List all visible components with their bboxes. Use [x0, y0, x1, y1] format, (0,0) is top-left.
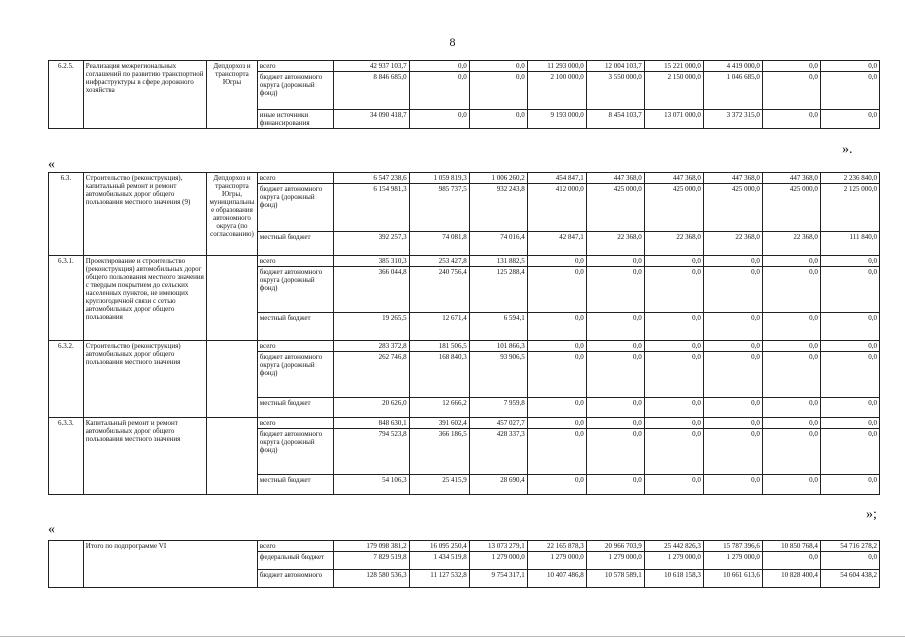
amount-cell: 0,0	[409, 110, 469, 129]
amount-cell: 457 027,7	[469, 418, 527, 429]
table-measure-6-2-5	[48, 60, 880, 129]
amount-cell: 0,0	[644, 341, 703, 352]
amount-cell: 391 602,4	[409, 418, 469, 429]
amount-cell: 10 661 613,6	[703, 570, 762, 588]
amount-cell: 262 746,8	[333, 352, 409, 398]
amount-cell: 19 265,5	[333, 313, 409, 341]
amount-cell: 0,0	[820, 341, 879, 352]
table-row	[49, 173, 880, 184]
amount-cell: 412 000,0	[527, 184, 586, 232]
amount-cell: 425 000,0	[762, 184, 820, 232]
amount-cell: 131 882,5	[469, 256, 527, 267]
funding-source: бюджет автономного округа (дорожный фонд)	[257, 429, 333, 475]
amount-cell: 0,0	[527, 475, 586, 495]
funding-source: иные источники финансирования	[257, 110, 333, 129]
amount-cell: 10 850 768,4	[762, 541, 820, 552]
amount-cell: 2 150 000,0	[644, 72, 703, 110]
amount-cell: 447 368,0	[762, 173, 820, 184]
amount-cell: 0,0	[762, 475, 820, 495]
amount-cell: 1 059 819,3	[409, 173, 469, 184]
amount-cell: 11 293 000,0	[527, 61, 586, 72]
table-row	[49, 541, 880, 552]
amount-cell: 22 368,0	[703, 232, 762, 256]
amount-cell: 932 243,8	[469, 184, 527, 232]
amount-cell: 0,0	[703, 313, 762, 341]
amount-cell: 42 847,1	[527, 232, 586, 256]
funding-source: всего	[257, 173, 333, 184]
amount-cell: 0,0	[820, 418, 879, 429]
amount-cell: 0,0	[586, 398, 644, 418]
executor	[207, 256, 258, 341]
amount-cell: 454 847,1	[527, 173, 586, 184]
amount-cell: 0,0	[586, 475, 644, 495]
amount-cell: 179 098 381,2	[333, 541, 409, 552]
amount-cell: 0,0	[762, 552, 820, 570]
funding-source: всего	[257, 61, 333, 72]
amount-cell: 13 073 279,1	[469, 541, 527, 552]
row-number: 6.2.5.	[49, 61, 84, 129]
amount-cell: 1 434 519,8	[409, 552, 469, 570]
amount-cell: 28 690,4	[469, 475, 527, 495]
amount-cell: 392 257,3	[333, 232, 409, 256]
amount-cell: 11 127 532,8	[409, 570, 469, 588]
amount-cell: 0,0	[762, 418, 820, 429]
amount-cell: 25 415,9	[409, 475, 469, 495]
table-measure-6-3	[48, 172, 880, 495]
funding-source: всего	[257, 256, 333, 267]
measure-name: Капитальный ремонт и ремонт автомобильных дорог общего пользования местного значения	[83, 418, 206, 495]
amount-cell: 0,0	[762, 267, 820, 313]
amount-cell: 0,0	[820, 352, 879, 398]
amount-cell: 25 442 826,3	[644, 541, 703, 552]
amount-cell: 0,0	[820, 61, 879, 72]
amount-cell: 0,0	[644, 429, 703, 475]
amount-cell: 12 671,4	[409, 313, 469, 341]
amount-cell: 0,0	[469, 110, 527, 129]
amount-cell: 22 368,0	[586, 232, 644, 256]
amount-cell: 3 550 000,0	[586, 72, 644, 110]
amount-cell: 0,0	[586, 267, 644, 313]
amount-cell: 0,0	[703, 341, 762, 352]
amount-cell: 0,0	[820, 267, 879, 313]
amount-cell: 366 186,5	[409, 429, 469, 475]
amount-cell: 0,0	[527, 418, 586, 429]
amount-cell: 1 279 000,0	[469, 552, 527, 570]
amount-cell: 13 071 000,0	[644, 110, 703, 129]
funding-source: местный бюджет	[257, 232, 333, 256]
funding-source: бюджет автономного округа (дорожный фонд)	[257, 184, 333, 232]
amount-cell: 34 090 418,7	[333, 110, 409, 129]
amount-cell: 101 866,3	[469, 341, 527, 352]
amount-cell: 16 095 250,4	[409, 541, 469, 552]
amount-cell: 253 427,8	[409, 256, 469, 267]
amount-cell: 6 547 238,6	[333, 173, 409, 184]
amount-cell: 0,0	[703, 429, 762, 475]
amount-cell: 0,0	[586, 313, 644, 341]
row-number: 6.3.2.	[49, 341, 84, 418]
total-title: Итого по подпрограмме VI	[83, 541, 257, 588]
amount-cell: 0,0	[820, 398, 879, 418]
amount-cell: 0,0	[703, 352, 762, 398]
amount-cell: 6 154 981,3	[333, 184, 409, 232]
table-subprogram-total	[48, 540, 880, 588]
amount-cell: 128 580 536,3	[333, 570, 409, 588]
amount-cell: 4 419 000,0	[703, 61, 762, 72]
amount-cell: 0,0	[703, 418, 762, 429]
amount-cell: 0,0	[469, 61, 527, 72]
amount-cell: 240 756,4	[409, 267, 469, 313]
row-number: 6.3.3.	[49, 418, 84, 495]
funding-source: всего	[257, 341, 333, 352]
amount-cell: 366 044,8	[333, 267, 409, 313]
amount-cell: 0,0	[762, 398, 820, 418]
amount-cell: 447 368,0	[644, 173, 703, 184]
table-row	[49, 341, 880, 352]
amount-cell: 0,0	[762, 352, 820, 398]
amount-cell: 0,0	[409, 61, 469, 72]
executor	[207, 341, 258, 418]
measure-name: Реализация межрегиональных соглашений по развитию транспортной инфраструктуры в сфере дорожного хозяйства	[83, 61, 206, 129]
amount-cell: 181 506,5	[409, 341, 469, 352]
amount-cell: 0,0	[527, 352, 586, 398]
opening-quote-2: «	[48, 522, 55, 537]
page-number: 8	[449, 35, 456, 49]
amount-cell: 9 193 000,0	[527, 110, 586, 129]
amount-cell: 0,0	[527, 267, 586, 313]
amount-cell: 0,0	[644, 418, 703, 429]
amount-cell: 12 666,2	[409, 398, 469, 418]
amount-cell: 0,0	[820, 429, 879, 475]
table-row	[49, 256, 880, 267]
amount-cell: 425 000,0	[644, 184, 703, 232]
funding-source: всего	[257, 418, 333, 429]
amount-cell: 0,0	[644, 352, 703, 398]
row-number: 6.3.1.	[49, 256, 84, 341]
amount-cell: 0,0	[820, 110, 879, 129]
amount-cell: 0,0	[820, 552, 879, 570]
amount-cell: 10 578 589,1	[586, 570, 644, 588]
amount-cell: 9 754 317,1	[469, 570, 527, 588]
amount-cell: 0,0	[586, 429, 644, 475]
closing-quote-2: »;	[866, 507, 877, 522]
amount-cell: 0,0	[762, 341, 820, 352]
amount-cell: 125 288,4	[469, 267, 527, 313]
executor: Депдорхоз и транспорта Югры, муниципальные образования автономного округа (по согласованию)	[207, 173, 258, 256]
amount-cell: 794 523,8	[333, 429, 409, 475]
amount-cell: 8 846 685,0	[333, 72, 409, 110]
measure-name: Проектирование и строительство (реконструкция) автомобильных дорог общего пользования местного значения с твердым покрытием до сельских населенных пунктов, не имеющих круглогодичной связи с сетью автомобильных дорог общего пользования	[83, 256, 206, 341]
amount-cell: 168 840,3	[409, 352, 469, 398]
amount-cell: 1 279 000,0	[586, 552, 644, 570]
amount-cell: 0,0	[762, 429, 820, 475]
amount-cell: 7 959,8	[469, 398, 527, 418]
amount-cell: 1 279 000,0	[703, 552, 762, 570]
amount-cell: 20 966 703,9	[586, 541, 644, 552]
amount-cell: 0,0	[762, 313, 820, 341]
amount-cell: 0,0	[644, 475, 703, 495]
amount-cell: 0,0	[820, 72, 879, 110]
amount-cell: 0,0	[527, 429, 586, 475]
amount-cell: 985 737,5	[409, 184, 469, 232]
amount-cell: 0,0	[527, 341, 586, 352]
row-number: 6.3.	[49, 173, 84, 256]
amount-cell: 93 906,5	[469, 352, 527, 398]
amount-cell: 1 279 000,0	[527, 552, 586, 570]
amount-cell: 0,0	[644, 398, 703, 418]
amount-cell: 10 828 400,4	[762, 570, 820, 588]
amount-cell: 3 372 315,0	[703, 110, 762, 129]
amount-cell: 0,0	[703, 256, 762, 267]
amount-cell: 1 006 260,2	[469, 173, 527, 184]
amount-cell: 2 125 000,0	[820, 184, 879, 232]
funding-source: бюджет автономного округа (дорожный фонд)	[257, 72, 333, 110]
amount-cell: 15 787 396,6	[703, 541, 762, 552]
amount-cell: 385 310,3	[333, 256, 409, 267]
amount-cell: 0,0	[586, 256, 644, 267]
opening-quote-1: «	[48, 157, 55, 172]
amount-cell: 54 716 278,2	[820, 541, 879, 552]
funding-source: бюджет автономного округа (дорожный фонд)	[257, 267, 333, 313]
amount-cell: 0,0	[409, 72, 469, 110]
amount-cell: 0,0	[703, 475, 762, 495]
amount-cell: 0,0	[586, 418, 644, 429]
amount-cell: 0,0	[527, 398, 586, 418]
amount-cell: 447 368,0	[703, 173, 762, 184]
amount-cell: 0,0	[762, 110, 820, 129]
amount-cell: 0,0	[820, 475, 879, 495]
amount-cell: 54 106,3	[333, 475, 409, 495]
amount-cell: 74 016,4	[469, 232, 527, 256]
amount-cell: 0,0	[703, 267, 762, 313]
amount-cell: 0,0	[644, 267, 703, 313]
closing-quote-1: ».	[842, 142, 853, 157]
row-number	[49, 541, 84, 588]
amount-cell: 0,0	[586, 352, 644, 398]
funding-source: местный бюджет	[257, 475, 333, 495]
scan-edge-line	[0, 636, 905, 637]
amount-cell: 447 368,0	[586, 173, 644, 184]
amount-cell: 0,0	[762, 61, 820, 72]
amount-cell: 22 165 878,3	[527, 541, 586, 552]
funding-source: федеральный бюджет	[257, 552, 333, 570]
amount-cell: 22 368,0	[644, 232, 703, 256]
amount-cell: 1 046 685,0	[703, 72, 762, 110]
amount-cell: 0,0	[527, 313, 586, 341]
amount-cell: 0,0	[762, 72, 820, 110]
amount-cell: 0,0	[527, 256, 586, 267]
amount-cell: 10 407 486,8	[527, 570, 586, 588]
amount-cell: 7 829 519,8	[333, 552, 409, 570]
amount-cell: 0,0	[762, 256, 820, 267]
amount-cell: 2 236 840,0	[820, 173, 879, 184]
amount-cell: 425 000,0	[703, 184, 762, 232]
amount-cell: 20 626,0	[333, 398, 409, 418]
funding-source: местный бюджет	[257, 313, 333, 341]
measure-name: Строительство (реконструкция), капитальный ремонт и ремонт автомобильных дорог общего пользования местного значения (9)	[83, 173, 206, 256]
amount-cell: 10 618 158,3	[644, 570, 703, 588]
amount-cell: 0,0	[586, 341, 644, 352]
amount-cell: 848 630,1	[333, 418, 409, 429]
executor	[207, 418, 258, 495]
amount-cell: 111 840,0	[820, 232, 879, 256]
measure-name: Строительство (реконструкция) автомобильных дорог общего пользования местного значения	[83, 341, 206, 418]
amount-cell: 74 081,8	[409, 232, 469, 256]
amount-cell: 12 004 103,7	[586, 61, 644, 72]
funding-source: местный бюджет	[257, 398, 333, 418]
amount-cell: 425 000,0	[586, 184, 644, 232]
table-row	[49, 61, 880, 72]
amount-cell: 0,0	[820, 313, 879, 341]
amount-cell: 6 594,1	[469, 313, 527, 341]
amount-cell: 1 279 000,0	[644, 552, 703, 570]
funding-source: всего	[257, 541, 333, 552]
amount-cell: 42 937 103,7	[333, 61, 409, 72]
amount-cell: 15 221 000,0	[644, 61, 703, 72]
amount-cell: 283 372,8	[333, 341, 409, 352]
amount-cell: 0,0	[644, 313, 703, 341]
amount-cell: 54 604 438,2	[820, 570, 879, 588]
funding-source: бюджет автономного округа (дорожный фонд)	[257, 352, 333, 398]
amount-cell: 0,0	[703, 398, 762, 418]
amount-cell: 22 368,0	[762, 232, 820, 256]
amount-cell: 428 337,3	[469, 429, 527, 475]
table-row	[49, 418, 880, 429]
amount-cell: 0,0	[820, 256, 879, 267]
amount-cell: 0,0	[469, 72, 527, 110]
executor: Депдорхоз и транспорта Югры	[207, 61, 258, 129]
amount-cell: 8 454 103,7	[586, 110, 644, 129]
funding-source: бюджет автономного	[257, 570, 333, 588]
amount-cell: 0,0	[644, 256, 703, 267]
amount-cell: 2 100 000,0	[527, 72, 586, 110]
